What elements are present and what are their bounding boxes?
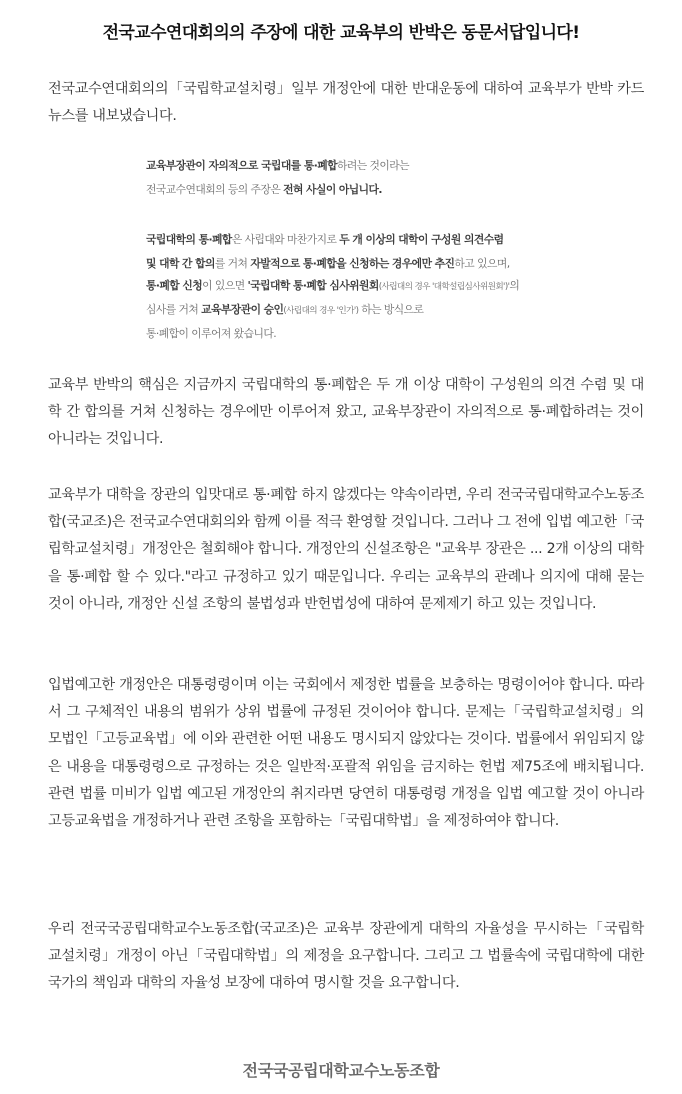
paragraph-core-rebuttal: 교육부 반박의 핵심은 지금까지 국립대학의 통·폐합은 두 개 이상 대학이 구성원의 의견 수렴 및 대학 간 합의를 거쳐 신청하는 경우에만 이루어져 왔고, 교육부장관이 자의적으로 통·폐합하려는 것이 아니라는 것입니다.	[48, 377, 644, 448]
paragraph-union-position: 교육부가 대학을 장관의 입맛대로 통·폐합 하지 않겠다는 약속이라면, 우리 전국국립대학교수노동조합(국교조)은 전국교수연대회의와 함께 이를 적극 환영할 것입니다. 그러나 그 전에 입법 예고한「국립학교설치령」개정안은 철회해야 합니다. 개정안의 신설조항은 "교육부 장관은 ... 2개 이상의 대학을 통·폐합 할 수 있다."라고 규정하고 있기 때문입니다. 우리는 교육부의 관례나 의지에 대해 묻는 것이 아니라, 개정안 신설 조항의 불법성과 반헌법성에 대하여 문제제기 하고 있는 것입니다.	[48, 487, 644, 612]
page-title: 전국교수연대회의의 주장에 대한 교육부의 반박은 동문서답입니다!	[102, 23, 580, 43]
paragraph-legal-argument: 입법예고한 개정안은 대통령령이며 이는 국회에서 제정한 법률을 보충하는 명령이어야 합니다. 따라서 그 구체적인 내용의 범위가 상위 법률에 규정된 것이어야 합니다. 문제는「국립학교설치령」의 모법인「고등교육법」에 이와 관련한 어떤 내용도 명시되지 않았다는 것이다. 법률에서 위임되지 않은 내용을 대통령령으로 규정하는 것은 일반적·포괄적 위임을 금지하는 헌법 제75조에 배치됩니다. 관련 법률 미비가 입법 예고된 개정안의 취지라면 당연히 대통령령 개정을 입법 예고할 것이 아니라 고등교육법을 개정하거나 관련 조항을 포함하는「국립대학법」을 제정하여야 합니다.	[48, 677, 644, 830]
paragraph-intro: 전국교수연대회의의「국립학교설치령」일부 개정안에 대한 반대운동에 대하여 교육부가 반박 카드뉴스를 내보냈습니다.	[48, 81, 644, 125]
quote-line-6: 심사를 거쳐 교육부장관이 승인(사립대의 경우 '인가') 하는 방식으로	[146, 303, 424, 316]
quote-line-4: 및 대학 간 합의를 거쳐 자발적으로 통·폐합을 신청하는 경우에만 추진하고 있으며,	[146, 257, 510, 270]
quote-line-2: 전국교수연대회의 등의 주장은 전혀 사실이 아닙니다.	[146, 183, 382, 196]
paragraph-demand: 우리 전국국공립대학교수노동조합(국교조)은 교육부 장관에게 대학의 자율성을 무시하는「국립학교설치령」개정이 아닌「국립대학법」의 제정을 요구합니다. 그리고 그 법률속에 국립대학에 대한 국가의 책임과 대학의 자율성 보장에 대하여 명시할 것을 요구합니다.	[48, 921, 644, 992]
quoted-card-news-image	[130, 148, 560, 348]
quote-line-5: 통·폐합 신청이 있으면 '국립대학 통·폐합 심사위원회(사립대의 경우 '대학설립심사위원회')'의	[146, 279, 520, 292]
quote-line-7: 통·폐합이 이루어져 왔습니다.	[146, 327, 277, 340]
signature-organization: 전국국공립대학교수노동조합	[242, 1061, 440, 1080]
quote-line-1: 교육부장관이 자의적으로 국립대를 통·폐합하려는 것이라는	[146, 159, 410, 172]
quote-line-3: 국립대학의 통·폐합은 사립대와 마찬가지로 두 개 이상의 대학이 구성원 의견수렴	[146, 233, 504, 246]
